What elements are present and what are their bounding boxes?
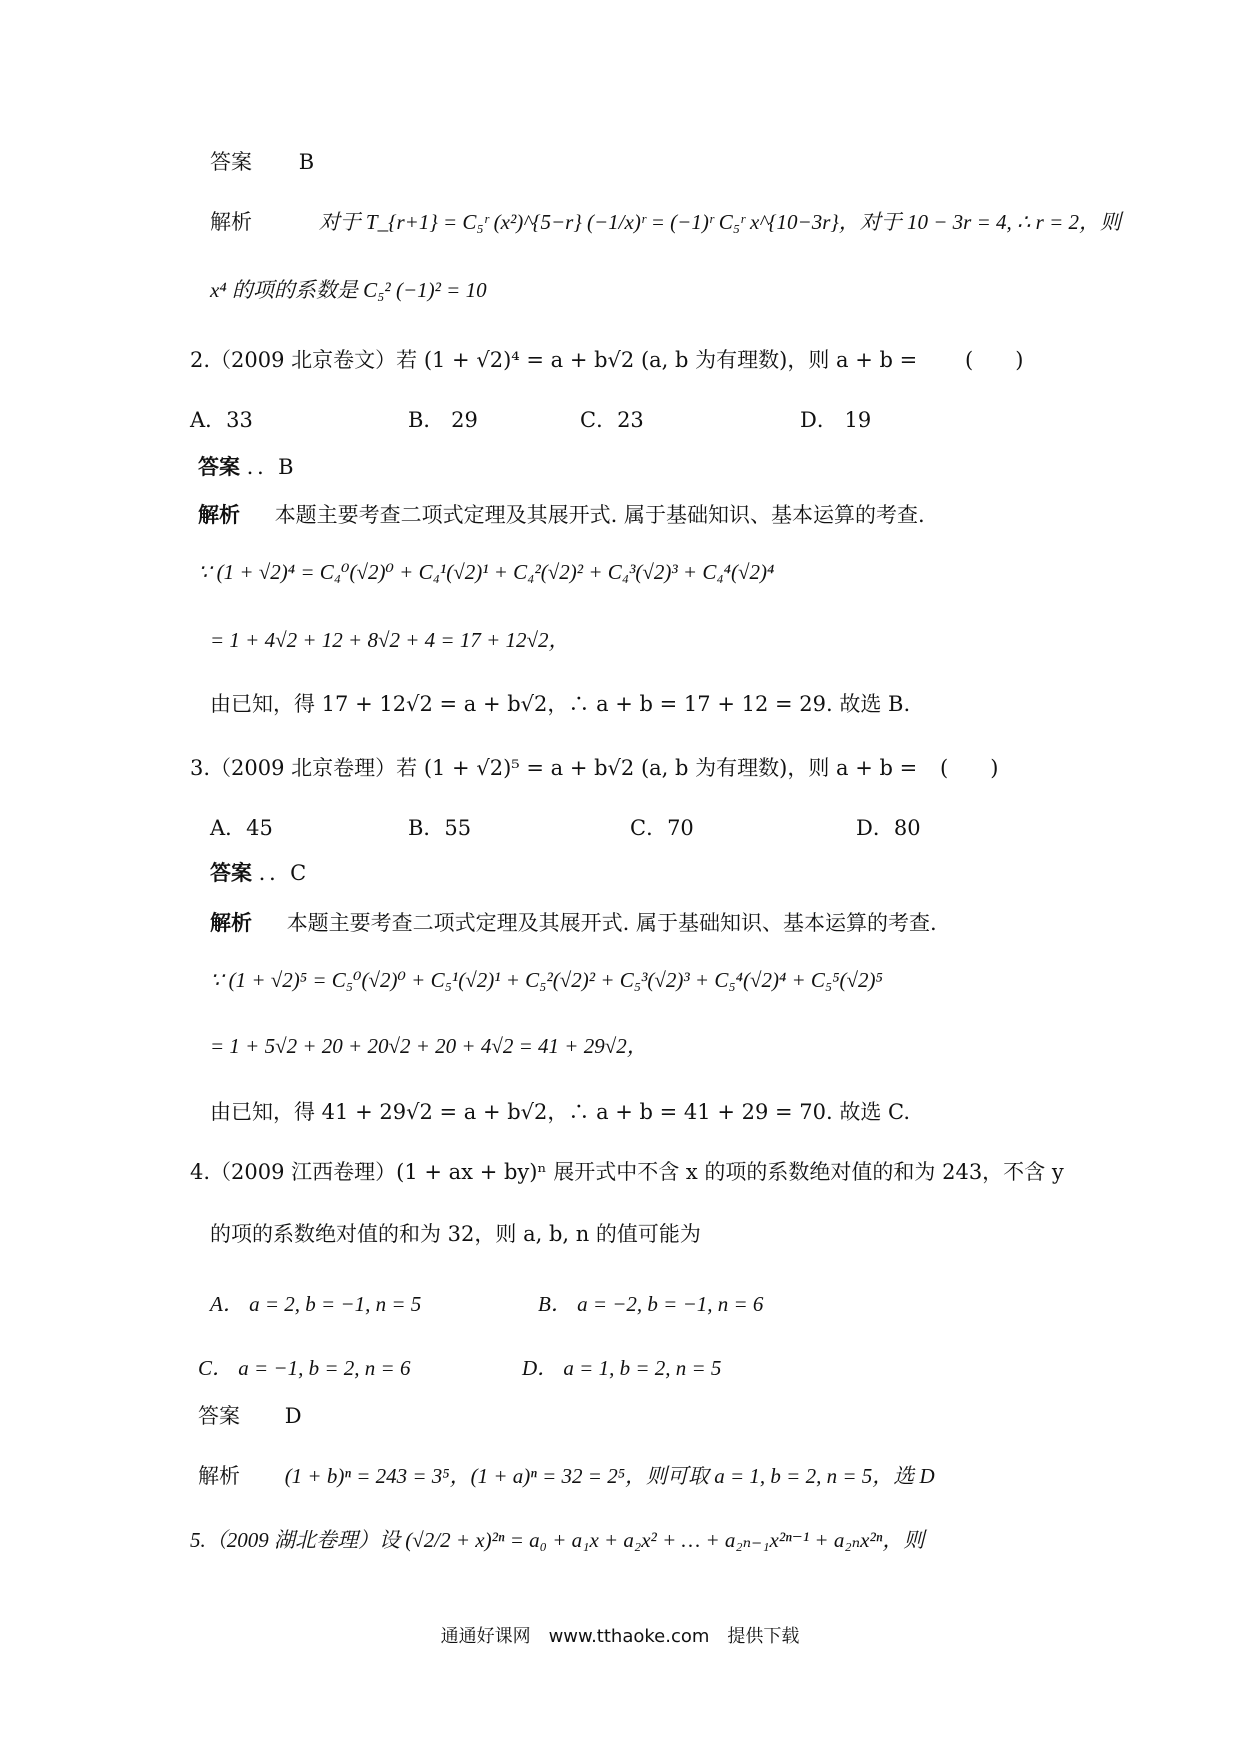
q2-option-d: D． 19 xyxy=(800,408,872,432)
q2-option-a: A．33 xyxy=(190,408,253,432)
q2-answer xyxy=(198,454,294,480)
q4-option-c: C． a = −1, b = 2, n = 6 xyxy=(198,1356,411,1380)
q3-paren: ( ) xyxy=(940,756,999,780)
q3-analysis xyxy=(210,910,937,936)
q4-analysis-label: 解析 xyxy=(198,1464,240,1488)
q3-line2: = 1 + 5√2 + 20 + 20√2 + 20 + 4√2 = 41 + 29√2， xyxy=(210,1034,648,1058)
q1-answer-label: 答案 xyxy=(210,150,252,174)
q2-option-c: C．23 xyxy=(580,408,644,432)
q4-answer-label: 答案 xyxy=(198,1404,240,1428)
q3-line1: ∵ (1 + √2)⁵ = C₅⁰(√2)⁰ + C₅¹(√2)¹ + C₅²(√2)² + C₅³(√2)³ + C₅⁴(√2)⁴ + C₅⁵(√2)⁵ xyxy=(210,968,883,992)
q2-paren: ( ) xyxy=(965,348,1024,372)
q1-analysis xyxy=(210,210,1121,235)
q4-analysis-text: (1 + b)ⁿ = 243 = 3⁵，(1 + a)ⁿ = 32 = 2⁵，则可取 a = 1, b = 2, n = 5，选 D xyxy=(284,1464,935,1488)
q4-answer xyxy=(198,1404,302,1429)
q2-option-b: B． 29 xyxy=(408,408,478,432)
q1-analysis-line2: x⁴ 的项的系数是 C₅² (−1)² = 10 xyxy=(210,278,487,302)
q3-analysis-text: 本题主要考查二项式定理及其展开式. 属于基础知识、基本运算的考查. xyxy=(286,911,937,935)
q1-answer-value: B xyxy=(298,150,315,174)
q2-analysis-label: 解析 xyxy=(198,502,240,527)
q3-answer xyxy=(210,860,306,886)
q5-stem: 5.（2009 湖北卷理）设 (√2/2 + x)²ⁿ = a₀ + a₁x + a₂x² + … + a₂ₙ₋₁x²ⁿ⁻¹ + a₂ₙx²ⁿ，则 xyxy=(190,1528,925,1552)
q2-stem-text: 2.（2009 北京卷文）若 (1 + √2)⁴ = a + b√2 (a, b 为有理数)，则 a + b = xyxy=(190,348,918,372)
q4-analysis xyxy=(198,1464,935,1489)
q3-line3: 由已知，得 41 + 29√2 = a + b√2，∴ a + b = 41 + 29 = 70. 故选 C. xyxy=(210,1100,911,1124)
q2-line2: = 1 + 4√2 + 12 + 8√2 + 4 = 17 + 12√2， xyxy=(210,628,570,652)
q3-option-c: C．70 xyxy=(630,816,694,840)
q4-option-d: D． a = 1, b = 2, n = 5 xyxy=(522,1356,722,1380)
q2-line3: 由已知，得 17 + 12√2 = a + b√2，∴ a + b = 17 + 12 = 29. 故选 B. xyxy=(210,692,911,716)
q4-stem-line2: 的项的系数绝对值的和为 32，则 a, b, n 的值可能为 xyxy=(210,1222,701,1246)
q2-analysis-text: 本题主要考查二项式定理及其展开式. 属于基础知识、基本运算的考查. xyxy=(274,503,925,527)
q3-stem: 3.（2009 北京卷理）若 (1 + √2)⁵ = a + b√2 (a, b 为有理数)，则 a + b = xyxy=(190,756,918,780)
q2-answer-value: ．．B xyxy=(246,455,294,479)
q2-line1: ∵ (1 + √2)⁴ = C₄⁰(√2)⁰ + C₄¹(√2)¹ + C₄²(√2)² + C₄³(√2)³ + C₄⁴(√2)⁴ xyxy=(198,560,775,584)
q2-analysis xyxy=(198,502,925,528)
q4-option-a: A． a = 2, b = −1, n = 5 xyxy=(210,1292,422,1316)
q1-analysis-line1: 对于 T_{r+1} = C₅ʳ (x²)^{5−r} (−1/x)ʳ = (−1)ʳ C₅ʳ x^{10−3r}，对于 10 − 3r = 4, ∴ r = 2，则 xyxy=(318,210,1121,234)
q1-analysis-label: 解析 xyxy=(210,210,252,234)
q4-answer-value: D xyxy=(284,1404,302,1428)
q3-answer-label: 答案 xyxy=(210,860,252,885)
q3-option-d: D．80 xyxy=(856,816,921,840)
page-footer: 通通好课网 www.tthaoke.com 提供下载 xyxy=(440,1626,800,1647)
q2-answer-label: 答案 xyxy=(198,454,240,479)
q3-option-b: B．55 xyxy=(408,816,472,840)
q4-stem-line1: 4.（2009 江西卷理）(1 + ax + by)ⁿ 展开式中不含 x 的项的系数绝对值的和为 243，不含 y xyxy=(190,1160,1064,1184)
q3-answer-value: ．．C xyxy=(258,861,307,885)
q4-option-b: B． a = −2, b = −1, n = 6 xyxy=(538,1292,764,1316)
q3-option-a: A．45 xyxy=(210,816,273,840)
q2-stem xyxy=(190,348,917,373)
q3-analysis-label: 解析 xyxy=(210,910,252,935)
q1-answer xyxy=(210,150,314,175)
